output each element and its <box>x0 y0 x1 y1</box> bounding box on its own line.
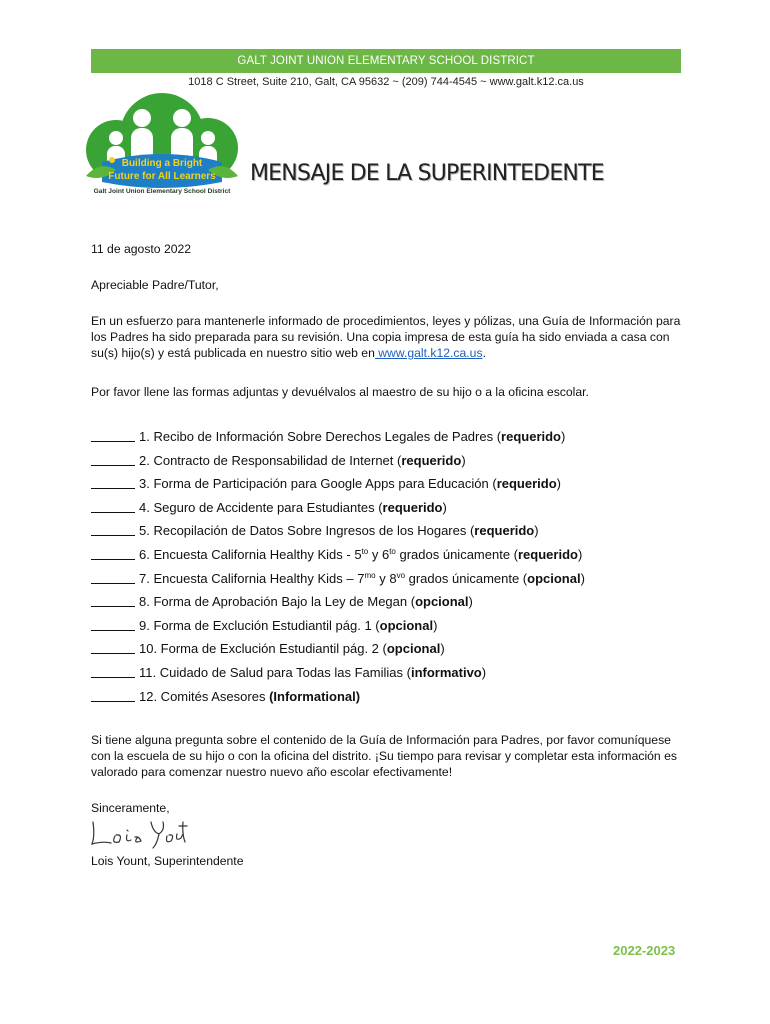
letter-closing: Si tiene alguna pregunta sobre el contenido de la Guía de Información para Padres, por favor comuníquese con la escuela de su hijo o con la oficina del distrito. ¡Su tiempo para revisar y completar esta información es valorado para comenzar nuestro nuevo año escolar efectivamente! <box>91 733 677 779</box>
logo-caption: Galt Joint Union Elementary School District <box>93 188 231 195</box>
logo-line1: Building a Bright <box>121 158 203 169</box>
list-item: 7. Encuesta California Healthy Kids – $7^{mo}$ y $8^{vo}$ grados únicamente (opcional) <box>91 571 691 595</box>
check-blank[interactable] <box>91 594 135 607</box>
check-blank[interactable] <box>91 618 135 631</box>
check-blank[interactable] <box>91 476 135 489</box>
page-title: MENSAJE DE LA SUPERINTEDENTE <box>250 161 604 186</box>
list-item: 1. Recibo de Información Sobre Derechos Legales de Padres (requerido) <box>91 429 691 453</box>
check-blank[interactable] <box>91 641 135 654</box>
check-blank[interactable] <box>91 547 135 560</box>
forms-checklist <box>91 429 691 712</box>
check-blank[interactable] <box>91 453 135 466</box>
intro-end: . <box>482 346 486 360</box>
list-item: 4. Seguro de Accidente para Estudiantes (requerido) <box>91 500 691 524</box>
district-address: 1018 C Street, Suite 210, Galt, CA 95632 ~ (209) 744-4545 ~ www.galt.k12.ca.us <box>188 76 584 88</box>
school-year: 2022-2023 <box>613 943 676 958</box>
list-item: 11. Cuidado de Salud para Todas las Familias (informativo) <box>91 665 691 689</box>
letter-signoff: Sinceramente, <box>91 801 170 815</box>
website-link[interactable]: www.galt.k12.ca.us <box>374 346 483 360</box>
list-item: 2. Contracto de Responsabilidad de Internet (requerido) <box>91 453 691 477</box>
list-item: 6. Encuesta California Healthy Kids - $5^{to}$ y $6^{to}$ grados únicamente (requerido) <box>91 547 691 571</box>
check-blank[interactable] <box>91 689 135 702</box>
intro-text: En un esfuerzo para mantenerle informado de procedimientos, leyes y pólizas, una Guía de Información para los Padres ha sido preparada para su revisión. Una copia impresa de esta guía ha sido enviada a casa con su(s) hijo(s) y está publicada en nuestro sitio web en <box>91 314 681 360</box>
handwritten-signature <box>89 814 189 850</box>
list-item: 9. Forma de Exclución Estudiantil pág. 1 (opcional) <box>91 618 691 642</box>
check-blank[interactable] <box>91 523 135 536</box>
check-blank[interactable] <box>91 500 135 513</box>
sun-icon <box>109 157 115 163</box>
list-item: 8. Forma de Aprobación Bajo la Ley de Megan (opcional) <box>91 594 691 618</box>
district-banner: GALT JOINT UNION ELEMENTARY SCHOOL DISTRICT <box>91 49 681 73</box>
letter-intro <box>91 313 681 361</box>
check-blank[interactable] <box>91 429 135 442</box>
letter-date: 11 de agosto 2022 <box>91 242 192 256</box>
letter-instruction: Por favor llene las formas adjuntas y devuélvalos al maestro de su hijo o a la oficina escolar. <box>91 385 589 399</box>
letter-greeting: Apreciable Padre/Tutor, <box>91 278 219 292</box>
logo-line2: Future for All Learners <box>108 171 216 182</box>
list-item: 3. Forma de Participación para Google Apps para Educación (requerido) <box>91 476 691 500</box>
list-item: 10. Forma de Exclución Estudiantil pág. 2 (opcional) <box>91 641 691 665</box>
list-item: 5. Recopilación de Datos Sobre Ingresos de los Hogares (requerido) <box>91 523 691 547</box>
check-blank[interactable] <box>91 571 135 584</box>
list-item: 12. Comités Asesores (Informational) <box>91 689 691 713</box>
signer-name: Lois Yount, Superintendente <box>91 854 244 868</box>
check-blank[interactable] <box>91 665 135 678</box>
